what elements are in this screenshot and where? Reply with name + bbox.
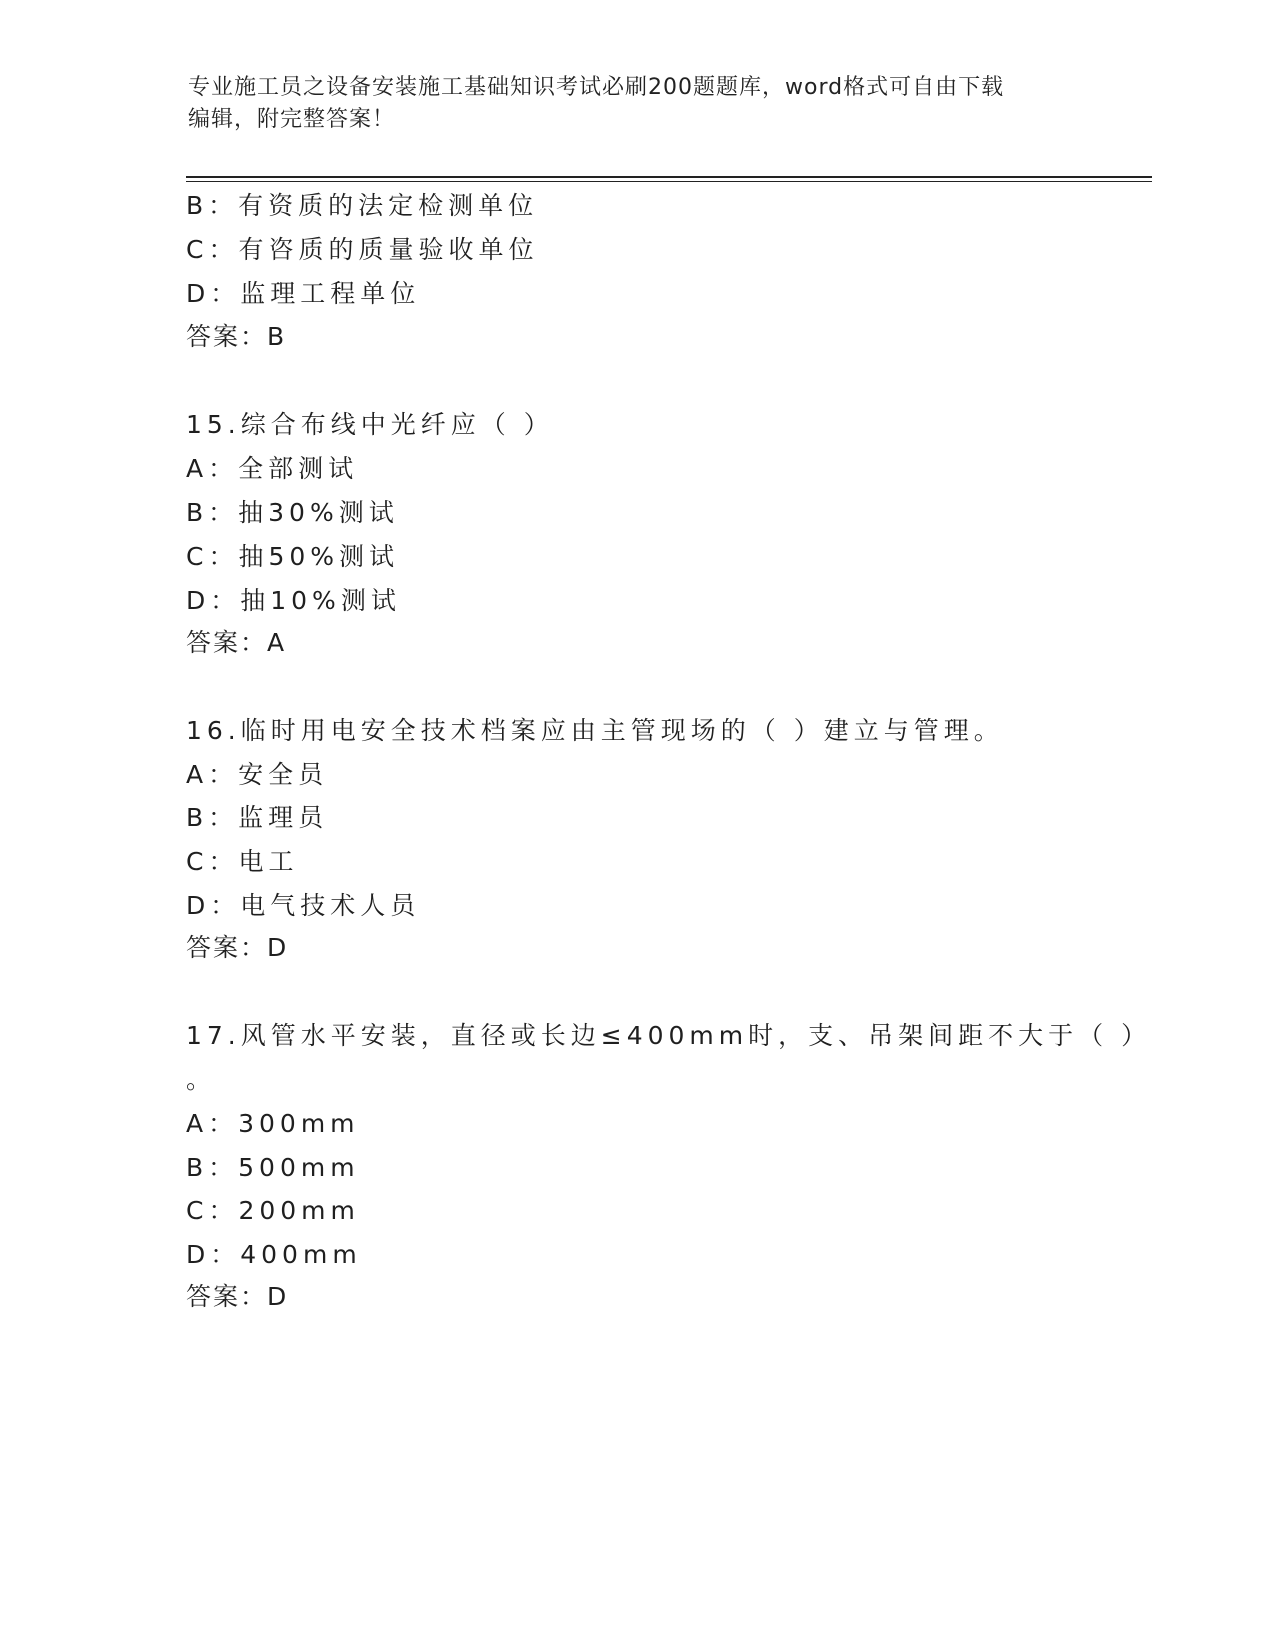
- answer: 答案：D: [186, 933, 289, 962]
- answer: 答案：D: [186, 1282, 289, 1311]
- option-d: D：电气技术人员: [186, 891, 421, 920]
- header-divider-thick: [186, 176, 1152, 178]
- option-b: B：抽30%测试: [186, 498, 399, 527]
- document-header: [188, 72, 1068, 136]
- option-b: B：有资质的法定检测单位: [186, 191, 539, 220]
- header-divider-thin: [186, 181, 1152, 182]
- option-c: C：电工: [186, 847, 299, 876]
- option-d: D：400mm: [186, 1240, 362, 1269]
- option-a: A：安全员: [186, 760, 329, 789]
- option-b: B：500mm: [186, 1153, 360, 1182]
- option-c: C：有咨质的质量验收单位: [186, 235, 539, 264]
- option-c: C：200mm: [186, 1196, 360, 1225]
- option-d: D：监理工程单位: [186, 279, 421, 308]
- question-stem: 16.临时用电安全技术档案应由主管现场的（ ）建立与管理。: [186, 716, 1004, 745]
- header-title-line-2: 编辑，附完整答案！: [188, 107, 396, 132]
- option-b: B：监理员: [186, 803, 329, 832]
- header-title-line-1: 专业施工员之设备安装施工基础知识考试必刷200题题库，word格式可自由下载: [188, 75, 1005, 100]
- option-a: A：全部测试: [186, 454, 359, 483]
- question-stem: 17.风管水平安装，直径或长边≤400mm时，支、吊架间距不大于（ ）: [186, 1021, 1152, 1050]
- question-stem-continuation: 。: [186, 1065, 217, 1094]
- question-stem: 15.综合布线中光纤应（ ）: [186, 410, 554, 439]
- option-a: A：300mm: [186, 1109, 360, 1138]
- answer: 答案：B: [186, 322, 287, 351]
- answer: 答案：A: [186, 628, 287, 657]
- option-c: C：抽50%测试: [186, 542, 400, 571]
- option-d: D：抽10%测试: [186, 586, 401, 615]
